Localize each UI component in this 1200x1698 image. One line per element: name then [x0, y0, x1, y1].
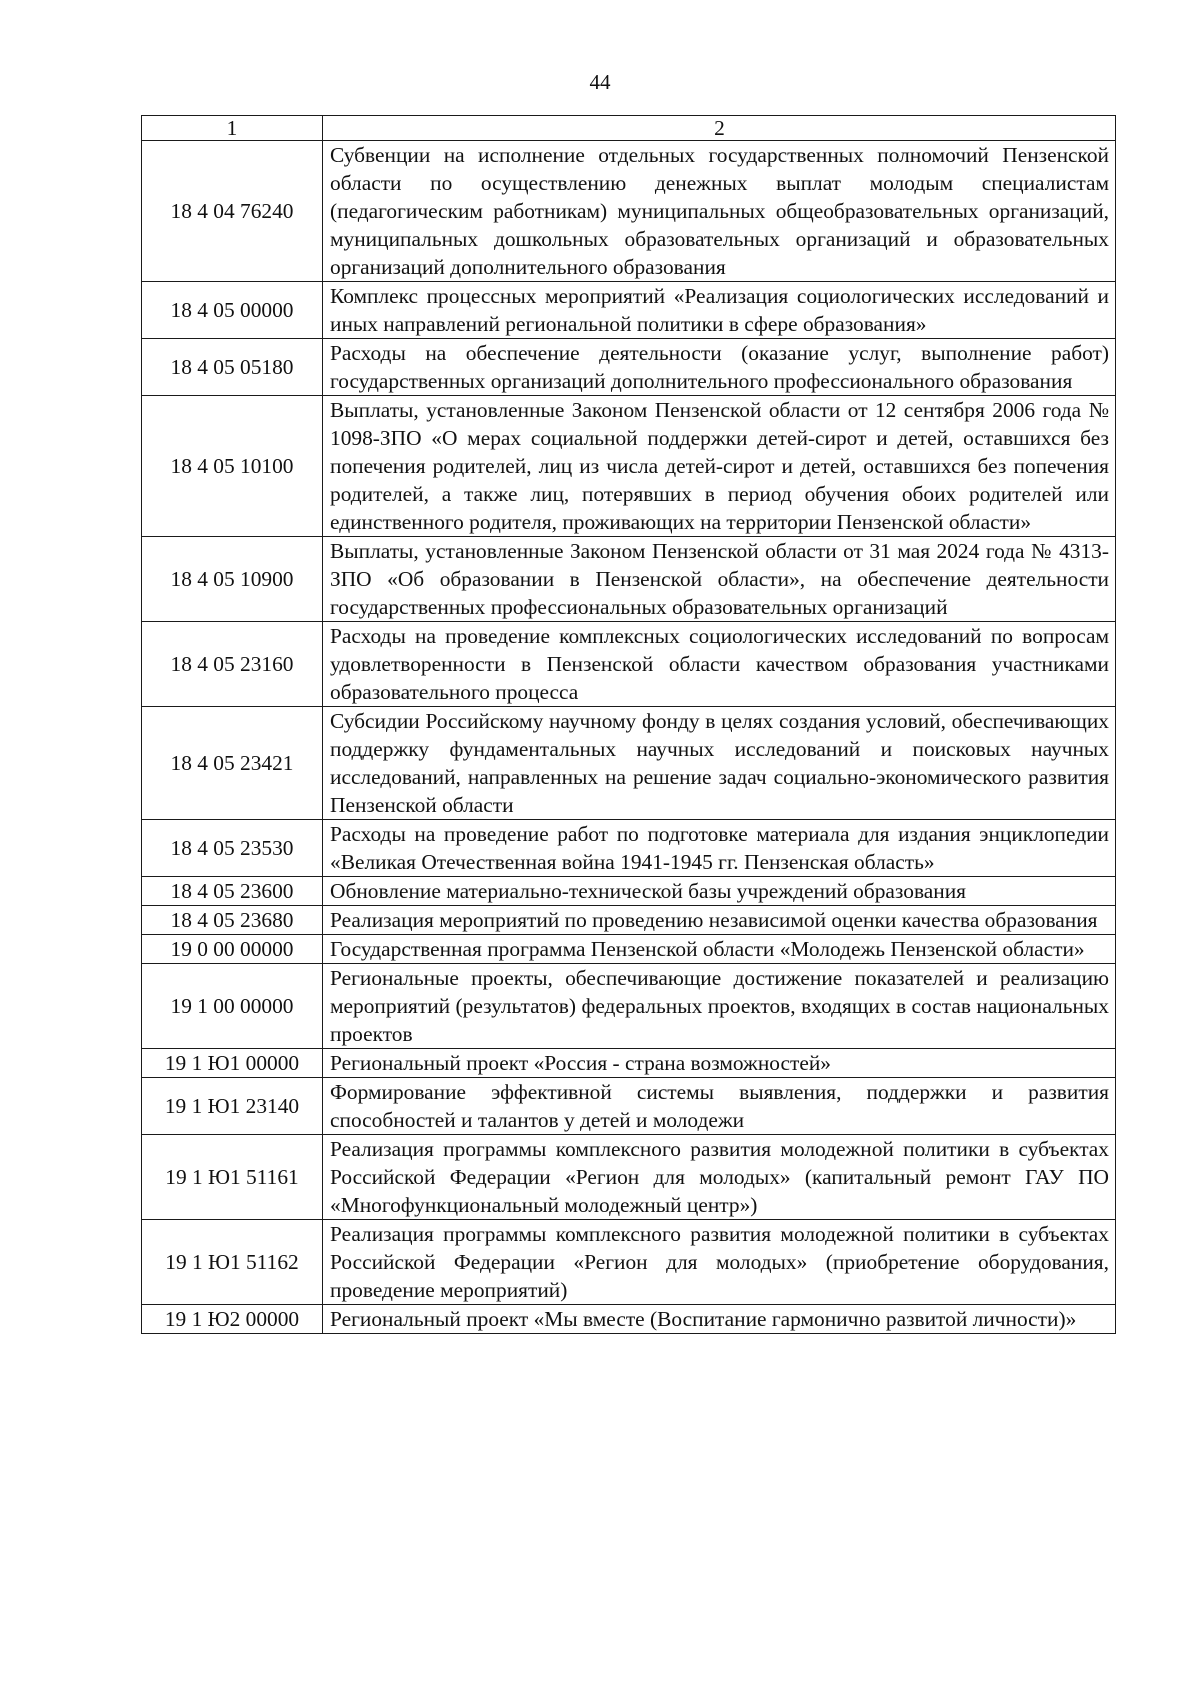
row-code: 18 4 05 23530: [142, 820, 323, 877]
row-description: Выплаты, установленные Законом Пензенской области от 12 сентября 2006 года № 1098-ЗПО «О мерах социальной поддержки детей-сирот и детей, оставшихся без попечения родителей, лиц из числа детей-сирот и детей, оставшихся без попечения родителей, а также лиц, потерявших в период обучения обоих родителей или единственного родителя, проживающих на территории Пензенской области»: [323, 396, 1116, 537]
table-row: [142, 1078, 1116, 1135]
row-code: 18 4 04 76240: [142, 141, 323, 282]
table-row: [142, 1220, 1116, 1305]
row-code: 18 4 05 23421: [142, 707, 323, 820]
table-row: [142, 282, 1116, 339]
table-row: [142, 935, 1116, 964]
row-code: 19 0 00 00000: [142, 935, 323, 964]
row-description: Формирование эффективной системы выявления, поддержки и развития способностей и талантов у детей и молодежи: [323, 1078, 1116, 1135]
row-code: 19 1 Ю2 00000: [142, 1305, 323, 1334]
table-row: [142, 622, 1116, 707]
page-number: 44: [589, 70, 611, 94]
row-code: 19 1 Ю1 23140: [142, 1078, 323, 1135]
row-description: Комплекс процессных мероприятий «Реализация социологических исследований и иных направлений региональной политики в сфере образования»: [323, 282, 1116, 339]
table-row: [142, 1305, 1116, 1334]
row-description: Расходы на обеспечение деятельности (оказание услуг, выполнение работ) государственных организаций дополнительного профессионального образования: [323, 339, 1116, 396]
row-description: Реализация программы комплексного развития молодежной политики в субъектах Российской Федерации «Регион для молодых» (капитальный ремонт ГАУ ПО «Многофункциональный молодежный центр»): [323, 1135, 1116, 1220]
row-code: 18 4 05 23680: [142, 906, 323, 935]
table-row: [142, 1135, 1116, 1220]
row-code: 18 4 05 23160: [142, 622, 323, 707]
table-row: [142, 707, 1116, 820]
table-header-row: [142, 116, 1116, 141]
table-row: [142, 141, 1116, 282]
row-description: Государственная программа Пензенской области «Молодежь Пензенской области»: [323, 935, 1116, 964]
row-description: Расходы на проведение комплексных социологических исследований по вопросам удовлетворенности в Пензенской области качеством образования участниками образовательного процесса: [323, 622, 1116, 707]
row-code: 19 1 Ю1 00000: [142, 1049, 323, 1078]
budget-classification-table: [141, 115, 1116, 1334]
row-description: Выплаты, установленные Законом Пензенской области от 31 мая 2024 года № 4313-ЗПО «Об образовании в Пензенской области», на обеспечение деятельности государственных профессиональных образовательных организаций: [323, 537, 1116, 622]
row-description: Региональный проект «Россия - страна возможностей»: [323, 1049, 1116, 1078]
row-description: Субвенции на исполнение отдельных государственных полномочий Пензенской области по осуществлению денежных выплат молодым специалистам (педагогическим работникам) муниципальных общеобразовательных организаций, муниципальных дошкольных образовательных организаций и образовательных организаций дополнительного образования: [323, 141, 1116, 282]
row-code: 18 4 05 10100: [142, 396, 323, 537]
row-code: 18 4 05 00000: [142, 282, 323, 339]
column-header-description: 2: [323, 116, 1116, 141]
table-row: [142, 964, 1116, 1049]
row-description: Реализация мероприятий по проведению независимой оценки качества образования: [323, 906, 1116, 935]
table-row: [142, 820, 1116, 877]
row-code: 19 1 Ю1 51161: [142, 1135, 323, 1220]
row-code: 19 1 Ю1 51162: [142, 1220, 323, 1305]
table-row: [142, 906, 1116, 935]
row-description: Региональный проект «Мы вместе (Воспитание гармонично развитой личности)»: [323, 1305, 1116, 1334]
table-row: [142, 877, 1116, 906]
table-row: [142, 339, 1116, 396]
row-code: 18 4 05 10900: [142, 537, 323, 622]
row-description: Субсидии Российскому научному фонду в целях создания условий, обеспечивающих поддержку фундаментальных научных исследований и поисковых научных исследований, направленных на решение задач социально-экономического развития Пензенской области: [323, 707, 1116, 820]
row-code: 18 4 05 23600: [142, 877, 323, 906]
row-description: Обновление материально-технической базы учреждений образования: [323, 877, 1116, 906]
row-code: 19 1 00 00000: [142, 964, 323, 1049]
row-code: 18 4 05 05180: [142, 339, 323, 396]
table-row: [142, 396, 1116, 537]
row-description: Реализация программы комплексного развития молодежной политики в субъектах Российской Федерации «Регион для молодых» (приобретение оборудования, проведение мероприятий): [323, 1220, 1116, 1305]
table-row: [142, 537, 1116, 622]
column-header-code: 1: [142, 116, 323, 141]
row-description: Региональные проекты, обеспечивающие достижение показателей и реализацию мероприятий (результатов) федеральных проектов, входящих в состав национальных проектов: [323, 964, 1116, 1049]
table-row: [142, 1049, 1116, 1078]
row-description: Расходы на проведение работ по подготовке материала для издания энциклопедии «Великая Отечественная война 1941-1945 гг. Пензенская область»: [323, 820, 1116, 877]
